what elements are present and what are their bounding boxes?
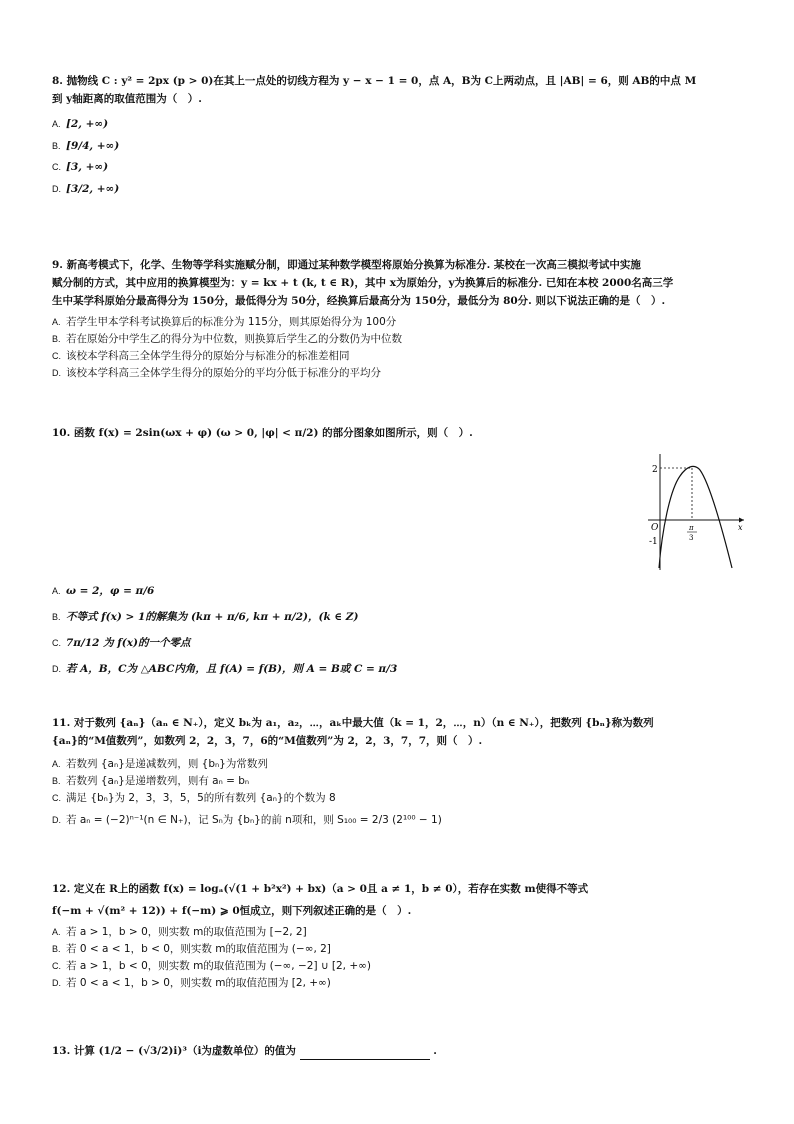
q12-option-b: B. 若 0 < a < 1，b < 0，则实数 m的取值范围为 (−∞, 2] bbox=[52, 943, 331, 955]
q12-option-d: D. 若 0 < a < 1，b > 0，则实数 m的取值范围为 [2, +∞) bbox=[52, 977, 331, 989]
q9-stem-line2: 赋分制的方式，其中应用的换算模型为：y = kx + t (k, t ∈ R)，其中 x为原始分，y为换算后的标准分. 已知在本校 2000名高三学 bbox=[52, 277, 674, 289]
q10-options bbox=[52, 578, 742, 682]
q12-stem bbox=[52, 880, 742, 920]
graph-label-neg1: -1 bbox=[649, 537, 658, 547]
q13-stem-tail: . bbox=[433, 1045, 437, 1057]
q11-stem-line1: 11. 对于数列 {aₙ}（aₙ ∈ N₊），定义 bₖ为 a₁，a₂，⋯，aₖ中最大值（k = 1，2，⋯，n）（n ∈ N₊），把数列 {bₙ}称为数列 bbox=[52, 717, 654, 729]
q9-stem bbox=[52, 256, 742, 310]
q9-stem-line1: 9. 新高考模式下，化学、生物等学科实施赋分制，即通过某种数学模型将原始分换算为标准分. 某校在一次高三模拟考试中实施 bbox=[52, 259, 641, 271]
graph-curve bbox=[659, 466, 732, 568]
graph-x-label: x bbox=[738, 523, 743, 532]
question-12 bbox=[52, 880, 742, 992]
q11-stem-line2: {aₙ}的“M值数列”，如数列 2，2，3，7，6的“M值数列”为 2，2，3，7，7，则（ ）. bbox=[52, 735, 483, 747]
q10-option-d: D. 若 A，B，C为 △ABC内角，且 f(A) = f(B)，则 A = B或 C = π/3 bbox=[52, 663, 398, 675]
q13-answer-blank[interactable] bbox=[300, 1047, 430, 1060]
q9-option-b: B. 若在原始分中学生乙的得分为中位数，则换算后学生乙的分数仍为中位数 bbox=[52, 333, 402, 345]
q12-option-c: C. 若 a > 1，b < 0，则实数 m的取值范围为 (−∞, −2] ∪ [2, +∞) bbox=[52, 960, 371, 972]
q8-stem bbox=[52, 72, 742, 108]
q9-option-a: A. 若学生甲本学科考试换算后的标准分为 115分，则其原始得分为 100分 bbox=[52, 316, 397, 328]
q9-stem-line3: 生中某学科原始分最高得分为 150分，最低得分为 50分，经换算后最高分为 150分，最低分为 80分. 则以下说法正确的是（ ）. bbox=[52, 295, 666, 307]
q8-option-d: D. [3/2, +∞) bbox=[52, 183, 120, 195]
q11-option-b: B. 若数列 {aₙ}是递增数列，则有 aₙ = bₙ bbox=[52, 775, 250, 787]
question-8 bbox=[52, 72, 742, 202]
question-13 bbox=[52, 1042, 742, 1060]
q8-stem-line1: 8. 抛物线 C : y² = 2px (p > 0)在其上一点处的切线方程为 y − x − 1 = 0，点 A，B为 C上两动点，且 |AB| = 6，则 AB的中点 M bbox=[52, 75, 697, 87]
q11-option-c: C. 满足 {bₙ}为 2，3，3，5，5的所有数列 {aₙ}的个数为 8 bbox=[52, 792, 336, 804]
graph-tick-den: 3 bbox=[689, 534, 694, 542]
q13-stem bbox=[52, 1042, 742, 1060]
q8-option-c: C. [3, +∞) bbox=[52, 161, 109, 173]
q12-stem-line1: 12. 定义在 R上的函数 f(x) = logₐ(√(1 + b²x²) + bx)（a > 0且 a ≠ 1，b ≠ 0），若存在实数 m使得不等式 bbox=[52, 883, 589, 895]
question-9 bbox=[52, 256, 742, 382]
q8-stem-line2: 到 y轴距离的取值范围为（ ）. bbox=[52, 93, 202, 105]
q10-option-c: C. 7π/12 为 f(x)的一个零点 bbox=[52, 637, 191, 649]
q8-option-a: A. [2, +∞) bbox=[52, 118, 109, 130]
graph-tick-num: π bbox=[689, 524, 694, 532]
graph-label-2: 2 bbox=[652, 465, 658, 475]
q8-option-b: B. [9/4, +∞) bbox=[52, 140, 120, 152]
q9-option-c: C. 该校本学科高三全体学生得分的原始分与标准分的标准差相同 bbox=[52, 350, 350, 362]
q11-stem bbox=[52, 714, 742, 750]
graph-x-arrow bbox=[739, 518, 744, 523]
q10-sine-graph bbox=[640, 450, 750, 575]
q10-stem: 10. 函数 f(x) = 2sin(ωx + φ) (ω > 0, |φ| < π/2) 的部分图象如图所示，则（ ）. bbox=[52, 427, 473, 439]
graph-origin-label: O bbox=[651, 523, 659, 533]
q13-stem-text: 13. 计算 (1/2 − (√3/2)i)³（i为虚数单位）的值为 bbox=[52, 1045, 296, 1057]
q12-stem-line2: f(−m + √(m² + 12)) + f(−m) ⩾ 0恒成立，则下列叙述正确的是（ ）. bbox=[52, 905, 412, 917]
question-10 bbox=[52, 424, 742, 442]
q11-option-d: D. 若 aₙ = (−2)ⁿ⁻¹(n ∈ N₊)，记 Sₙ为 {bₙ}的前 n项和，则 S₁₀₀ = 2/3 (2¹⁰⁰ − 1) bbox=[52, 814, 442, 826]
q12-option-a: A. 若 a > 1，b > 0，则实数 m的取值范围为 [−2, 2] bbox=[52, 926, 307, 938]
q9-option-d: D. 该校本学科高三全体学生得分的原始分的平均分低于标准分的平均分 bbox=[52, 367, 381, 379]
question-11 bbox=[52, 714, 742, 833]
q10-option-a: A. ω = 2，φ = π/6 bbox=[52, 585, 155, 597]
q10-option-b: B. 不等式 f(x) > 1的解集为 (kπ + π/6, kπ + π/2)，(k ∈ Z) bbox=[52, 611, 359, 623]
q11-option-a: A. 若数列 {aₙ}是递减数列，则 {bₙ}为常数列 bbox=[52, 758, 268, 770]
